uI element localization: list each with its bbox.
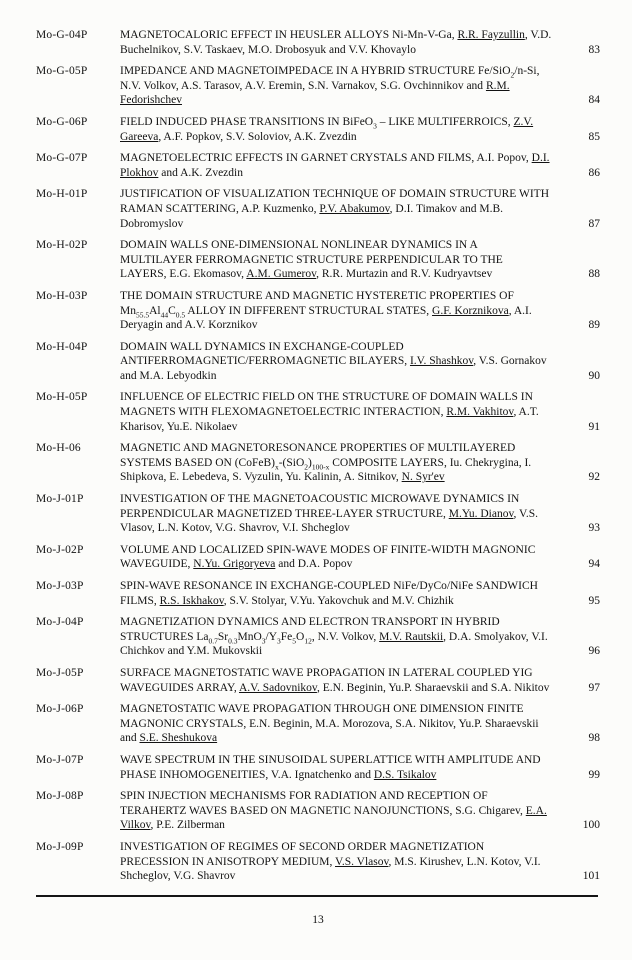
entry-title-authors: MAGNETOCALORIC EFFECT IN HEUSLER ALLOYS Ni-Mn-V-Ga, R.R. Fayzullin, V.D. Buchelnikov, S.V. Taskaev, M.O. Drobosyuk and V.V. Khovaylo <box>120 29 552 56</box>
presenting-author: N.Yu. Grigoryeva <box>193 558 276 571</box>
subscript: x <box>274 462 279 472</box>
presenting-author: P.V. Abakumov <box>319 202 390 215</box>
entry-code: Mo-J-05P <box>36 666 84 679</box>
entry-page-number: 93 <box>588 522 600 535</box>
entry-page-number: 89 <box>588 319 600 332</box>
toc-entry <box>36 492 600 536</box>
entry-title-authors: INVESTIGATION OF THE MAGNETOACOUSTIC MICROWAVE DYNAMICS IN PERPENDICULAR MAGNETIZED THREE-LAYER STRUCTURE, M.Yu. Dianov, V.S. Vlasov, L.N. Kotov, V.G. Shavrov, V.I. Shcheglov <box>120 493 538 535</box>
toc-entry <box>36 187 600 231</box>
entry-code: Mo-J-04P <box>36 616 84 629</box>
presenting-author: Z.V. Gareeva <box>120 115 534 143</box>
subscript: 44 <box>160 309 169 319</box>
entry-page-number: 92 <box>588 471 600 484</box>
entry-page-number: 83 <box>588 43 600 56</box>
entry-code: Mo-G-05P <box>36 65 88 78</box>
entry-title-authors: WAVE SPECTRUM IN THE SINUSOIDAL SUPERLATTICE WITH AMPLITUDE AND PHASE INHOMOGENEITIES, V.A. Ignatchenko and D.S. Tsikalov <box>120 753 541 781</box>
toc-entry <box>36 753 600 782</box>
entry-code: Mo-J-02P <box>36 543 84 556</box>
entry-code: Mo-H-05P <box>36 391 88 404</box>
entry-page-number: 94 <box>588 558 600 571</box>
entry-title-authors: SPIN-WAVE RESONANCE IN EXCHANGE-COUPLED NiFe/DyCo/NiFe SANDWICH FILMS, R.S. Iskhakov, S.V. Stolyar, V.Yu. Yakovchuk and M.V. Chizhik <box>120 580 538 607</box>
entry-title-authors: INFLUENCE OF ELECTRIC FIELD ON THE STRUCTURE OF DOMAIN WALLS IN MAGNETS WITH FLEXOMAGNETOELECTRIC INTERACTION, R.M. Vakhitov, A.T. Kharisov, Yu.E. Nikolaev <box>120 391 539 433</box>
subscript: 0.3 <box>228 636 238 646</box>
subscript: 55.5 <box>135 309 150 319</box>
subscript: 2 <box>510 70 515 80</box>
presenting-author: R.M. Vakhitov <box>446 406 514 419</box>
entry-page-number: 97 <box>588 681 600 694</box>
entry-code: Mo-H-04P <box>36 340 88 353</box>
toc-entry <box>36 238 600 282</box>
toc-entry <box>36 702 600 746</box>
entry-code: Mo-G-04P <box>36 29 88 41</box>
entry-code: Mo-G-06P <box>36 115 88 128</box>
entry-title-authors: SPIN INJECTION MECHANISMS FOR RADIATION AND RECEPTION OF TERAHERTZ WAVES BASED ON MAGNETIC NANOJUNCTIONS, S.G. Chigarev, E.A. Vilkov, P.E. Zilberman <box>120 790 547 832</box>
presenting-author: I.V. Shashkov <box>409 355 474 368</box>
entry-title-authors: MAGNETIZATION DYNAMICS AND ELECTRON TRANSPORT IN HYBRID STRUCTURES $La_{0.7}Sr_{0.3}MnO_3/Y_3Fe_5O_{12}$, N.V. Volkov, M.V. Rautskii, D.A. Smolyakov, V.I. Chichkov and Y.M. Mukovskii <box>120 616 548 658</box>
presenting-author: G.F. Korznikova <box>432 304 509 317</box>
entry-page-number: 100 <box>582 819 600 832</box>
entry-page-number: 98 <box>588 732 600 745</box>
toc-entry <box>36 390 600 434</box>
entry-code: Mo-J-09P <box>36 840 84 853</box>
entry-page-number: 86 <box>588 166 600 179</box>
entry-page-number: 99 <box>588 768 600 781</box>
presenting-author: D.I. Plokhov <box>120 152 550 179</box>
subscript: 3 <box>277 636 281 646</box>
toc-entry <box>36 543 600 572</box>
entry-code: Mo-G-07P <box>36 152 88 165</box>
subscript: 0.7 <box>208 636 218 646</box>
entry-page-number: 101 <box>582 870 600 883</box>
toc-entry <box>36 28 600 57</box>
presenting-author: M.V. Rautskii <box>379 630 444 643</box>
toc-entry <box>36 64 600 108</box>
entry-code: Mo-J-06P <box>36 703 84 716</box>
entry-title-authors: DOMAIN WALL DYNAMICS IN EXCHANGE-COUPLED ANTIFERROMAGNETIC/FERROMAGNETIC BILAYERS, I.V. Shashkov, V.S. Gornakov and M.A. Lebyodkin <box>120 340 547 382</box>
presenting-author: V.S. Vlasov <box>335 855 389 868</box>
entry-page-number: 91 <box>588 420 600 433</box>
presenting-author: D.S. Tsikalov <box>373 768 437 781</box>
toc-entry <box>36 615 600 659</box>
entry-title-authors: IMPEDANCE AND MAGNETOIMPEDACE IN A HYBRID STRUCTURE Fe/SiO$_2$/n-Si, N.V. Volkov, A.S. Tarasov, A.V. Eremin, S.N. Varnakov, S.G. Ovchinnikov and R.M. Fedorishchev <box>120 65 540 107</box>
toc-entry <box>36 579 600 608</box>
presenting-author: R.R. Fayzullin <box>457 29 525 41</box>
subscript: 3 <box>373 121 377 131</box>
presenting-author: S.E. Sheshukova <box>139 732 218 745</box>
presenting-author: A.M. Gumerov <box>246 268 317 281</box>
entry-page-number: 85 <box>588 130 600 143</box>
toc-entry <box>36 115 600 144</box>
entry-title-authors: MAGNETIC AND MAGNETORESONANCE PROPERTIES OF MULTILAYERED SYSTEMS BASED ON $(CoFeB)_x-(SiO_2)_{100-x}$ COMPOSITE LAYERS, Iu. Chekrygina, I. Shipkova, E. Lebedeva, S. Vyzulin, Yu. Kalinin, A. Sitnikov, N. Syr'ev <box>120 442 532 484</box>
subscript: 5 <box>292 636 297 646</box>
entry-title-authors: THE DOMAIN STRUCTURE AND MAGNETIC HYSTERETIC PROPERTIES OF $Mn_{55.5}Al_{44}C_{0.5}$ ALLOY IN DIFFERENT STRUCTURAL STATES, G.F. Korznikova, A.I. Deryagin and A.V. Korznikov <box>120 289 532 332</box>
entry-page-number: 95 <box>588 594 600 607</box>
program-entries <box>36 28 600 884</box>
presenting-author: R.M. Fedorishchev <box>120 79 510 107</box>
presenting-author: M.Yu. Dianov <box>448 507 514 520</box>
footer-rule <box>36 895 598 897</box>
entry-title-authors: MAGNETOSTATIC WAVE PROPAGATION THROUGH ONE DIMENSION FINITE MAGNONIC CRYSTALS, E.N. Beginin, M.A. Morozova, S.A. Nikitov, Yu.P. Sharaevskii and S.E. Sheshukova <box>120 703 539 745</box>
toc-entry <box>36 289 600 333</box>
entry-page-number: 87 <box>588 217 600 230</box>
entry-code: Mo-H-03P <box>36 289 88 302</box>
entry-title-authors: DOMAIN WALLS ONE-DIMENSIONAL NONLINEAR DYNAMICS IN A MULTILAYER FERROMAGNETIC STRUCTURE PERPENDICULAR TO THE LAYERS, E.G. Ekomasov, A.M. Gumerov, R.R. Murtazin and R.V. Kudryavtsev <box>120 239 503 281</box>
subscript: 12 <box>304 636 312 646</box>
presenting-author: R.S. Iskhakov <box>159 594 224 607</box>
subscript: 2 <box>304 462 309 472</box>
subscript: 3 <box>261 636 266 646</box>
entry-code: Mo-J-07P <box>36 753 84 766</box>
toc-entry <box>36 840 600 884</box>
toc-entry <box>36 441 600 485</box>
subscript: 0.5 <box>175 309 186 319</box>
toc-entry <box>36 151 600 180</box>
entry-title-authors: SURFACE MAGNETOSTATIC WAVE PROPAGATION IN LATERAL COUPLED YIG WAVEGUIDES ARRAY, A.V. Sadovnikov, E.N. Beginin, Yu.P. Sharaevskii and S.A. Nikitov <box>120 666 550 694</box>
entry-code: Mo-H-02P <box>36 239 88 252</box>
entry-title-authors: JUSTIFICATION OF VISUALIZATION TECHNIQUE OF DOMAIN STRUCTURE WITH RAMAN SCATTERING, A.P. Kuzmenko, P.V. Abakumov, D.I. Timakov and M.B. Dobromyslov <box>120 188 550 230</box>
toc-entry <box>36 789 600 833</box>
entry-code: Mo-J-08P <box>36 790 84 803</box>
entry-title-authors: FIELD INDUCED PHASE TRANSITIONS IN BiFeO$_3$ – LIKE MULTIFERROICS, Z.V. Gareeva, A.F. Popkov, S.V. Soloviov, A.K. Zvezdin <box>120 115 534 143</box>
entry-page-number: 90 <box>588 369 600 382</box>
presenting-author: N. Syr'ev <box>401 471 445 484</box>
entry-code: Mo-J-01P <box>36 493 84 506</box>
entry-code: Mo-H-06 <box>36 442 81 455</box>
entry-page-number: 88 <box>588 268 600 281</box>
toc-entry <box>36 666 600 695</box>
presenting-author: A.V. Sadovnikov <box>238 681 317 694</box>
toc-entry <box>36 340 600 384</box>
subscript: 100-x <box>311 462 330 472</box>
entry-title-authors: MAGNETOELECTRIC EFFECTS IN GARNET CRYSTALS AND FILMS, A.I. Popov, D.I. Plokhov and A.K. Zvezdin <box>120 152 550 179</box>
entry-title-authors: VOLUME AND LOCALIZED SPIN-WAVE MODES OF FINITE-WIDTH MAGNONIC WAVEGUIDE, N.Yu. Grigoryeva and D.A. Popov <box>120 543 536 571</box>
entry-page-number: 84 <box>588 94 600 107</box>
page-number: 13 <box>312 913 324 926</box>
entry-code: Mo-H-01P <box>36 188 88 201</box>
entry-code: Mo-J-03P <box>36 580 84 592</box>
entry-page-number: 96 <box>588 645 600 658</box>
presenting-author: E.A. Vilkov <box>120 804 547 832</box>
entry-title-authors: INVESTIGATION OF REGIMES OF SECOND ORDER MAGNETIZATION PRECESSION IN ANISOTROPY MEDIUM, V.S. Vlasov, M.S. Kirushev, L.N. Kotov, V.I. Shcheglov, V.G. Shavrov <box>120 840 541 883</box>
